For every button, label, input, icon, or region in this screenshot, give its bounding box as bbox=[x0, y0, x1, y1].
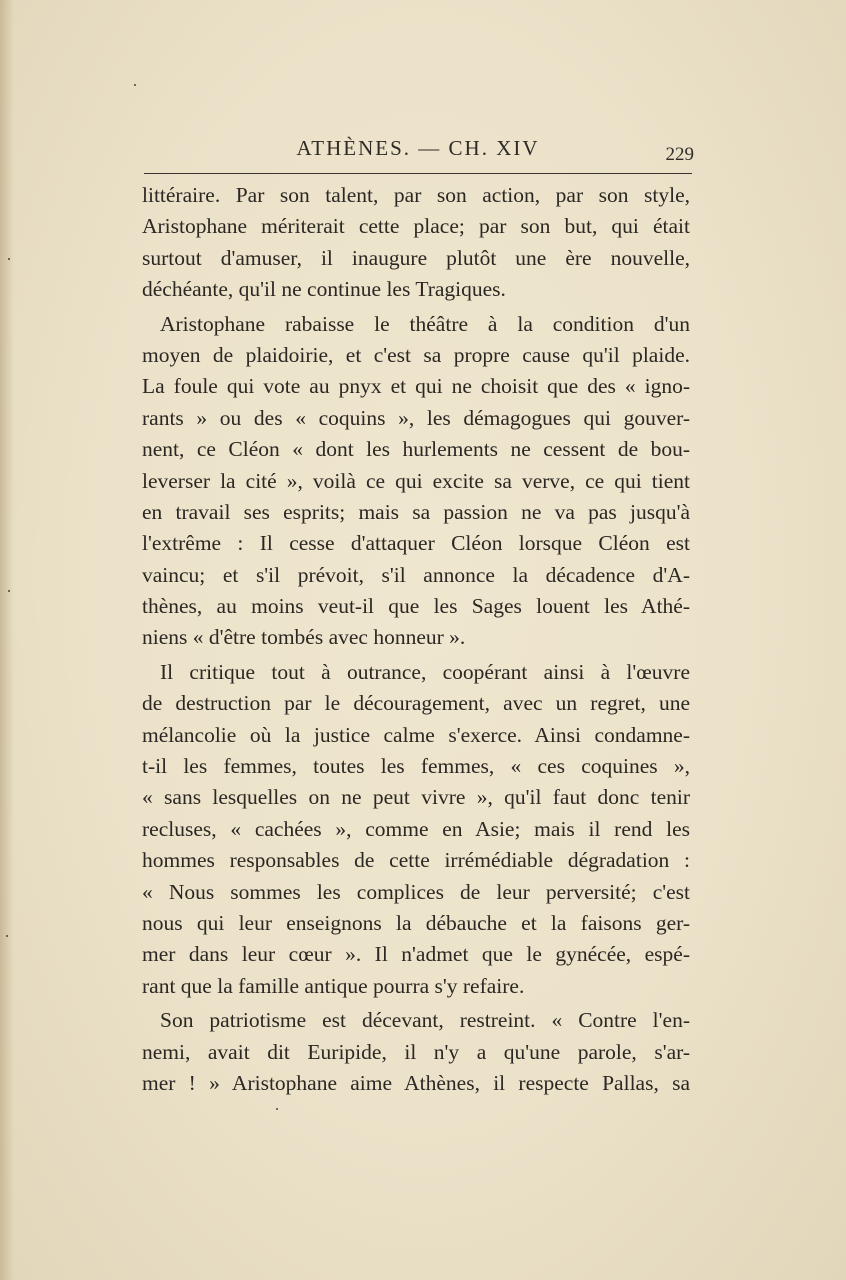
text-line: mer dans leur cœur ». Il n'admet que le gynécée, espé- bbox=[142, 942, 690, 967]
text-line: en travail ses esprits; mais sa passion ne va pas jusqu'à bbox=[142, 499, 690, 524]
text-line: niens « d'être tombés avec honneur ». bbox=[142, 625, 466, 650]
text-line: nous qui leur enseignons la débauche et la faisons ger- bbox=[142, 910, 690, 935]
text-line: leverser la cité », voilà ce qui excite sa verve, ce qui tient bbox=[142, 468, 690, 493]
running-header bbox=[140, 136, 696, 172]
paper-speck bbox=[276, 1108, 278, 1110]
paper-speck bbox=[8, 590, 10, 592]
text-line: Son patriotisme est décevant, restreint. « Contre l'en- bbox=[160, 1008, 690, 1033]
text-line: nent, ce Cléon « dont les hurlements ne cessent de bou- bbox=[142, 437, 690, 462]
text-line: recluses, « cachées », comme en Asie; mais il rend les bbox=[142, 816, 690, 841]
header-rule bbox=[144, 173, 692, 174]
paper-speck bbox=[6, 935, 8, 937]
running-title: ATHÈNES. — CH. XIV bbox=[296, 136, 540, 160]
text-line: mélancolie où la justice calme s'exerce. Ainsi condamne- bbox=[142, 722, 690, 747]
text-line: littéraire. Par son talent, par son action, par son style, bbox=[142, 183, 690, 207]
text-line: « Nous sommes les complices de leur perversité; c'est bbox=[142, 879, 690, 904]
text-line: surtout d'amuser, il inaugure plutôt une ère nouvelle, bbox=[142, 245, 690, 270]
text-line: déchéante, qu'il ne continue les Tragiques. bbox=[142, 277, 506, 302]
text-line: hommes responsables de cette irrémédiable dégradation : bbox=[142, 848, 690, 873]
text-line: de destruction par le découragement, avec un regret, une bbox=[142, 691, 690, 716]
binding-shadow bbox=[0, 0, 14, 1280]
text-line: t-il les femmes, toutes les femmes, « ces coquines », bbox=[142, 754, 690, 779]
paper-speck bbox=[8, 258, 10, 260]
text-line: thènes, au moins veut-il que les Sages louent les Athé- bbox=[142, 594, 690, 619]
text-line: vaincu; et s'il prévoit, s'il annonce la décadence d'A- bbox=[142, 562, 690, 587]
text-line: l'extrême : Il cesse d'attaquer Cléon lorsque Cléon est bbox=[142, 531, 690, 556]
text-line: rants » ou des « coquins », les démagogues qui gouver- bbox=[142, 405, 690, 430]
text-line: Il critique tout à outrance, coopérant ainsi à l'œuvre bbox=[160, 659, 690, 684]
text-line: Aristophane mériterait cette place; par son but, qui était bbox=[142, 214, 690, 239]
text-line: « sans lesquelles on ne peut vivre », qu'il faut donc tenir bbox=[142, 785, 690, 810]
page-number: 229 bbox=[665, 144, 694, 165]
text-line: moyen de plaidoirie, et c'est sa propre cause qu'il plaide. bbox=[142, 342, 690, 367]
text-line: rant que la famille antique pourra s'y refaire. bbox=[142, 973, 525, 998]
text-line: nemi, avait dit Euripide, il n'y a qu'une parole, s'ar- bbox=[142, 1039, 690, 1064]
text-line: Aristophane rabaisse le théâtre à la condition d'un bbox=[160, 311, 690, 336]
paper-speck bbox=[134, 84, 136, 86]
body-text bbox=[142, 180, 690, 1099]
text-line: mer ! » Aristophane aime Athènes, il respecte Pallas, sa bbox=[142, 1070, 690, 1095]
text-line: La foule qui vote au pnyx et qui ne choisit que des « igno- bbox=[142, 374, 690, 399]
